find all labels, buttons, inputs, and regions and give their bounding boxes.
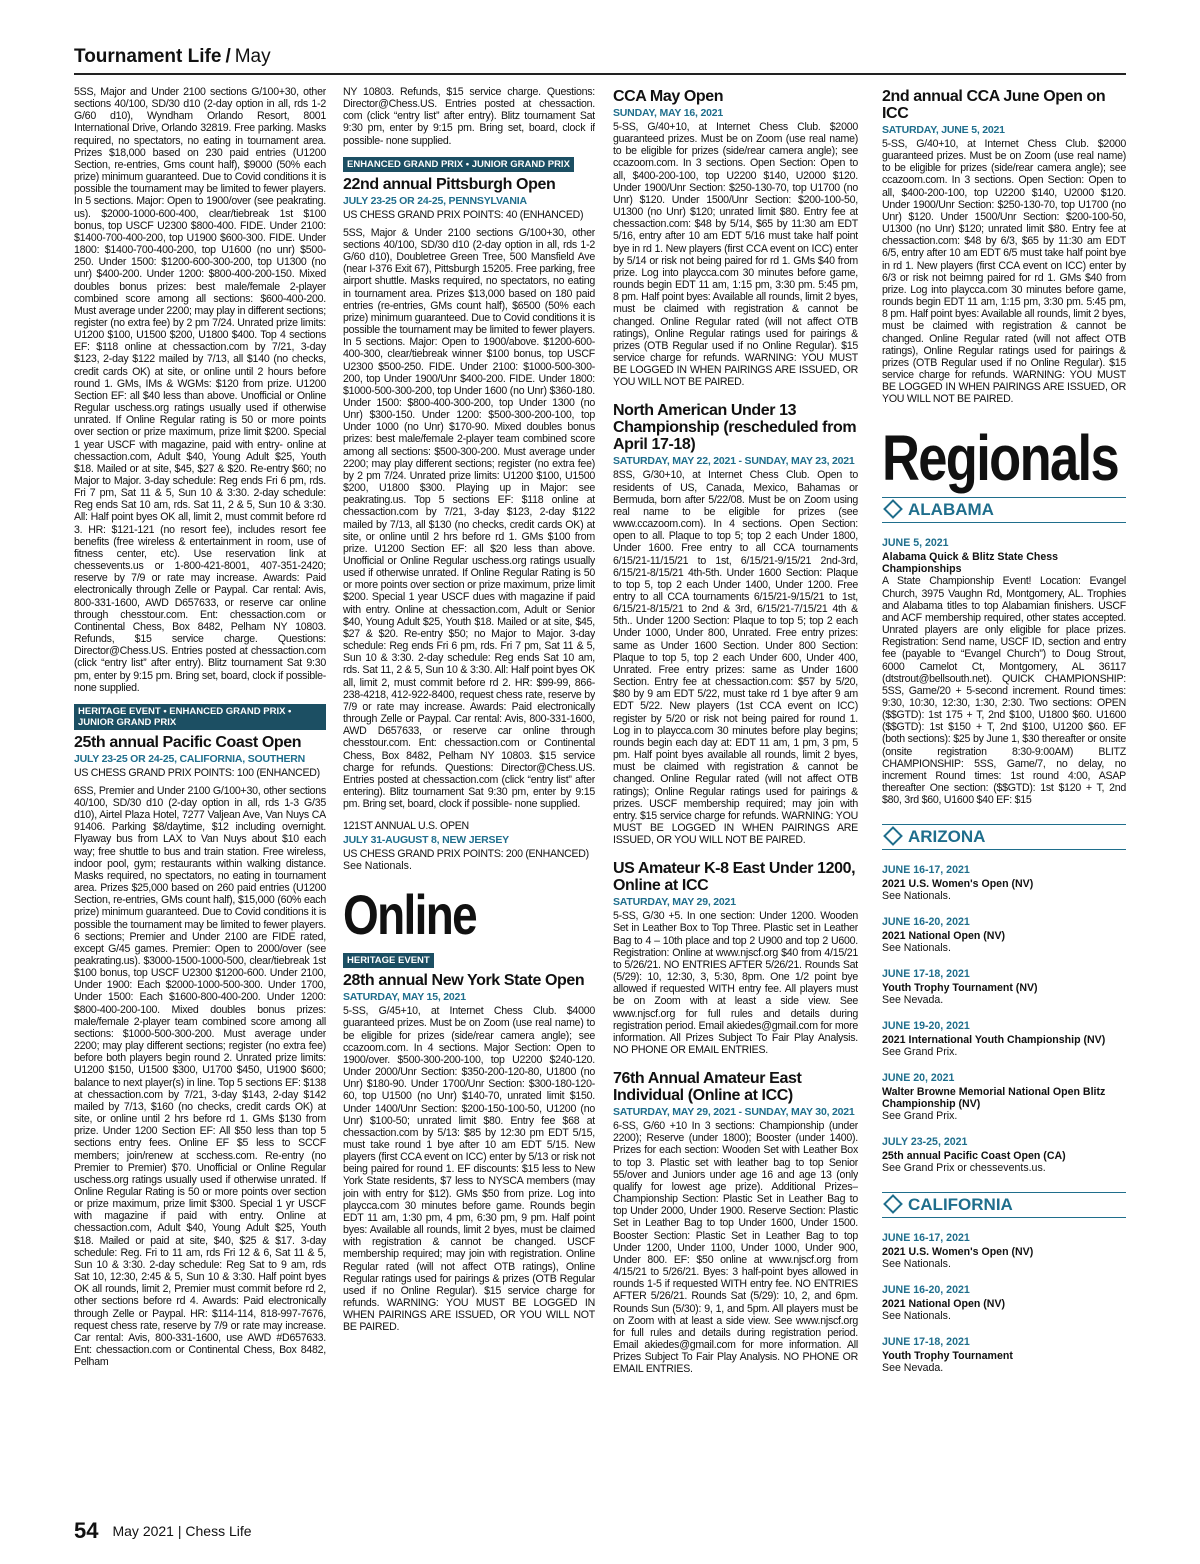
event-tag: HERITAGE EVENT • ENHANCED GRAND PRIX • JUNIOR GRAND PRIX [74, 704, 326, 730]
listing-date: JUNE 16-17, 2021 [882, 1232, 970, 1245]
state-name: ARIZONA [908, 827, 986, 847]
event-date: JUNE 5, 2021 [882, 537, 949, 550]
column-4 [882, 86, 1126, 1486]
listing-date: JUNE 16-17, 2021 [882, 864, 970, 877]
see-reference: See Grand Prix or chessevents.us. [882, 1162, 1046, 1175]
event-title: 2nd annual CCA June Open on ICC [882, 88, 1106, 122]
listing-date: JUNE 16-20, 2021 [882, 1284, 970, 1297]
event-body: 5SS, Major & Under 2100 sections G/100+30, other sections 40/100, SD/30 d10 (2-day option in all, rds 1-2 G/60 d10), Doubletree Green Tree, 500 Mansfield Ave (near I-376 Exit 67), Pittsburgh 15205. Free parking, free airport shuttle. Masks required, no spectators, no eating in tournament area. Prizes $13,000 based on 180 paid entries (re-entries, GMs count half), $6500 (50% each prize) minimum guaranteed. Due to Covid conditions it is possible the tournament may be limited to fewer players. In 5 sections. Major: Open to 1900/above. $1200-600-400-300, clear/tiebreak winner $100 bonus, top USCF U2300 $500-250. FIDE. Under 2100: $1000-500-300-200, top Under 1900/Unr $400-200. FIDE. Under 1800: $1000-500-300-200, top Under 1600 (no Unr) $360-180. Under 1500: $800-400-300-200, top Under 1300 (no Unr) $300-150. Under 1200: $500-300-200-100, top Under 1000 (no Unr) $170-90. Mixed doubles bonus prizes: best male/female 2-player team combined score among all sections: $500-300-200. Must average under 2200; may play different sections; register (no extra fee) by 2 pm 7/24. Unrated prize limits: U1200 $100, U1500 $200, U1800 $300. Playing up in Major: see peakrating.us. Top 5 sections EF: $118 online at chessaction.com by 7/21, 3-day $123, 2-day $122 mailed by 7/13, all $130 (no checks, credit cards OK) at site, or online until 2 hrs before rd 1. GMs $100 from prize. U1200 Section EF: all $20 less than above. Unofficial or Online Regular uschess.org ratings usually used if otherwise unrated. If Online Regular Rating is 50 or more points over section or prize maximum, prize limit $200. Special 1 year USCF dues with magazine if paid with entry. Online at chessaction.com, Adult or Senior $40, Young Adult $25, Youth $18. Mailed or at site, $45, $27 & $20. Re-entry $50; no Major to Major. 3-day schedule: Reg ends Fri 6 pm, rds. Fri 7 pm, Sat 11 & 5, Sun 10 & 3:30. 2-day schedule: Reg ends Sat 10 am, rds. Sat 11, 2 & 5, Sun 10 & 3:30. All: Half point byes OK all, limit 2, must commit before rd 2. HR: $99-99, 866-238-4218, 412-922-8400, request chess rate, reserve by 7/9 or rate may increase. Awards: Paid electronically through Zelle or Paypal. Car rental: Avis, 800-331-1600, AWD D657633, or reserve car online through chesstour.com. Ent: chessaction.com or Continental Chess, Box 8482, Pelham NY 10803. $15 service charge for refunds. Questions: Director@Chess.US. Entries posted at chessaction.com (click “entry list” after entering). Blitz tournament Sat 9:30 pm, enter by 9:15 pm. Bring set, board, clock if possible- none supplied. [343, 226, 595, 811]
event-title: 121ST ANNUAL U.S. OPEN [343, 820, 469, 833]
state-marker-icon [883, 1195, 903, 1215]
see-reference: See Nationals. [343, 860, 412, 873]
california-listings [882, 1232, 1126, 1374]
listing-name: Youth Trophy Tournament [882, 1350, 1013, 1363]
month-label: May [234, 46, 271, 67]
issue-date: May 2021 [112, 1523, 174, 1539]
page-footer [74, 1518, 252, 1544]
listing-date: JUNE 20, 2021 [882, 1072, 955, 1085]
event-title: North American Under 13 Championship (rescheduled from April 17-18) [613, 402, 857, 454]
see-reference: See Nationals. [882, 890, 951, 903]
event-body: 6SS, Premier and Under 2100 G/100+30, other sections 40/100, SD/30 d10 (2-day option in all, rds 1-3 G/35 d10), Airtel Plaza Hotel, 7277 Valjean Ave, Van Nuys CA 91406. Parking $8/daytime, $12 including overnight. Flyaway bus from LAX to Van Nuys about $10 each way; free shuttle to bus and train station. Free wireless, indoor pool, gym; restaurants within walking distance. Masks required, no spectators, no eating in tournament area. Prizes $25,000 based on 260 paid entries (U1200 Section, re-entries, GMs count half), $15,000 (60% each prize) minimum guaranteed. Due to Covid conditions it is possible the tournament may be limited to fewer players. 6 sections; Premier and Under 2100 are FIDE rated, except G/45 games. Premier: Open to 2000/over (see peakrating.us). $3000-1500-1000-500, clear/tiebreak 1st $100 bonus, top USCF U2300 $1200-600. Under 2100, Under 1900: Each $2000-1000-500-300. Under 1700, Under 1500: Each $1600-800-400-200. Under 1200: $800-400-200-100. Mixed doubles bonus prizes: male/female 2-player team combined score among all sections: $1000-500-300-200. Must average under 2200; may play different sections; register (no extra fee) before both players begin round 2. Unrated prize limits: U1200 $150, U1500 $300, U1700 $450, U1900 $600; balance to next player(s) in line. Top 5 sections EF: $138 at chessaction.com by 7/21, 3-day $143, 2-day $142 mailed by 7/13, $160 (no checks, credit cards OK) at site, or online until 2 hrs before rd 1. GMs $130 from prize. Under 1200 Section EF: All $50 less than top 5 sections entry fees. Online EF $5 less to SCCF members; join/renew at scchess.com. Re-entry (no Premier to Premier) $70. Unofficial or Online Regular uschess.org ratings usually used if otherwise unrated. If Online Regular Rating is 50 or more points over section or prize maximum, prize limit $300. Special 1 yr USCF with magazine if paid with entry. Online at chessaction.com, Adult $40, Young Adult $25, Youth $18. Mailed or paid at site, $40, $25 & $17. 3-day schedule: Reg. Fri to 11 am, rds Fri 12 & 6, Sat 11 & 5, Sun 10 & 3:30. 2-day schedule: Reg Sat to 9 am, rds Sat 10, 12:30, 2:45 & 5, Sun 10 & 3:30. Half point byes OK all rounds, limit 2, Premier must commit before rd 2, other sections before rd 4. Awards: Paid electronically through Zelle or Paypal. HR: $114-114, 818-997-7676, request chess rate, reserve by 7/9 or rate may increase. Car rental: Avis, 800-331-1600, use AWD #D657633. Ent: chessaction.com or Continental Chess, Box 8482, Pelham [74, 784, 326, 1369]
see-reference: See Nationals. [882, 942, 951, 955]
arizona-listings [882, 864, 1126, 1174]
listing-name: 2021 National Open (NV) [882, 930, 1006, 943]
section-title: Tournament Life [74, 46, 222, 67]
see-reference: See Grand Prix. [882, 1110, 958, 1123]
event-date: SATURDAY, MAY 22, 2021 - SUNDAY, MAY 23, 2021 [613, 455, 855, 468]
continued-text: NY 10803. Refunds, $15 service charge. Questions: Director@Chess.US. Entries posted at chessaction. com (click “entry list” after entry). Blitz tournament Sat 9:30 pm, enter by 9:15 pm. Bring set, board, clock if possible- none supplied. [343, 86, 595, 147]
event-date: SATURDAY, MAY 15, 2021 [343, 991, 466, 1004]
state-heading-arizona [882, 824, 1126, 850]
event-date: SUNDAY, MAY 16, 2021 [613, 107, 724, 119]
listing-date: JUNE 17-18, 2021 [882, 1336, 970, 1349]
state-heading-california [882, 1192, 1126, 1218]
event-date: SATURDAY, JUNE 5, 2021 [882, 124, 1005, 136]
event-date: SATURDAY, MAY 29, 2021 [613, 896, 736, 909]
event-body: 5-SS, G/45+10, at Internet Chess Club. $4000 guaranteed prizes. Must be on Zoom (use real name) to be eligible for prizes (side/rear camera angle); see ccazoom.com. In 4 sections. Major Section: Open to 1900/over. $500-300-200-100, top U2200 $240-120. Under 2000/Unr Section: $350-200-120-80, U1800 (no Unr) $180-90. Under 1700/Unr Section: $300-180-120-60, top U1500 (no Unr) $140-70, unrated limit $150. Under 1400/Unr Section: $200-150-100-50, U1200 (no Unr) $100-50; unrated limit $80. Entry fee $68 at chessaction.com by 5/13: $85 by 12:30 pm EDT 5/15, must take round 1 bye after 10 am EDT 5/15. New players (first CCA event on ICC) enter by 5/13 or risk not being paired for round 1. EF discounts: $15 less to New York State residents, $7 less to NYSCA members (may join with entry for $12). GMs $50 from prize. Log into playcca.com 30 minutes before game. Rounds begin EDT 11 am, 1:30 pm, 4 pm, 6:30 pm, 9 pm. Half point byes: Available all rounds, limit 2 byes, must be claimed with registration & cannot be changed. USCF membership required; may join with registration. Online Regular rated (will not affect OTB ratings), Online Regular ratings used for pairings & prizes (OTB Regular used if no Online Regular). $15 service charge for refunds. WARNING: YOU MUST BE LOGGED IN WHEN PAIRINGS ARE ISSUED, OR YOU WILL NOT BE PAIRED. [343, 1005, 595, 1334]
grand-prix-points: US CHESS GRAND PRIX POINTS: 100 (ENHANCED) [74, 766, 320, 779]
footer-separator: | [177, 1523, 182, 1539]
grand-prix-points: US CHESS GRAND PRIX POINTS: 40 (ENHANCED) [343, 208, 584, 221]
event-date: JULY 23-25 OR 24-25, CALIFORNIA, SOUTHERN [74, 752, 306, 765]
event-tag: HERITAGE EVENT [343, 953, 434, 968]
event-tag: ENHANCED GRAND PRIX • JUNIOR GRAND PRIX [343, 157, 574, 172]
header-rule [74, 73, 1126, 75]
state-marker-icon [883, 500, 903, 520]
continued-text: 5SS, Major and Under 2100 sections G/100+30, other sections 40/100, SD/30 d10 (2-day option in all, rds 1-2 G/60 d10), Wyndham Orlando Resort, 8001 International Drive, Orlando 32819. Free parking. Masks required, no spectators, no eating in tournament area. Prizes $18,000 based on 230 paid entries (U1200 Section, re-entries, Gms count half), $9000 (50% each prize) minimum guaranteed. Due to Covid conditions it is possible the tournament may be limited to fewer players. In 5 sections. Major: Open to 1900/over (see peakrating. us). $2000-1000-600-400, clear/tiebreak 1st $100 bonus, top USCF U2300 $800-400. FIDE. Under 2100: $1400-700-400-200, top U1900 $600-300. FIDE. Under 1800: $1400-700-400-200, top U1600 (no unr) $500-250. Under 1500: $1200-600-300-200, top U1300 (no unr) $400-200. Under 1200: $800-400-200-150. Mixed doubles bonus prizes: best male/female 2-player combined score among all sections: $600-400-200. Must average under 2200; may play in different sections; register (no extra fee) by 2 pm 7/24. Unrated prize limits: U1200 $100, U1500 $200, U1800 $400. Top 4 sections EF: $118 online at chessaction.com by 7/21, 3-day $123, 2-day $122 mailed by 7/13, all $140 (no checks, credit cards OK) at site, or online until 2 hours before round 1. GMs, IMs & WGMs: $120 from prize. U1200 Section EF: all $40 less than above. Unofficial or Online Regular uschess.org ratings usually used if otherwise unrated. If Online Regular rating is 50 or more points over section or prize maximum, prize limit $200. Special 1 year USCF with magazine, paid with entry- online at chessaction.com, Adult $40, Young Adult $25, Youth $18. Mailed or at site, $45, $27 & $20. Re-entry $60; no Major to Major. 3-day schedule: Reg ends Fri 6 pm, rds. Fri 7 pm, Sat 11 & 5, Sun 10 & 3:30. 2-day schedule: Reg ends Sat 10 am, rds. Sat 11, 2 & 5, Sun 10 & 3:30. All: Half point byes OK all, limit 2, must commit before rd 3. HR: $121-121 (no resort fee), includes resort fee benefits (free wireless & entertainment in room, use of fitness center, etc). Use reservation link at chessevents.us or 1-800-421-8001, 407-351-2420; reserve by 7/9 or rate may increase. Awards: Paid electronically through Zelle or Paypal. Car rental: Avis, 800-331-1600, AWD D657633, or reserve car online through chesstour.com. Ent: chessaction.com or Continental Chess, Box 8482, Pelham NY 10803. Refunds, $15 service charge. Questions: Director@Chess.US. Entries posted at chessaction.com (click “entry list” after entry). Blitz tournament Sat 9:30 pm, enter by 9:15 pm. Bring set, board, clock if possible-none supplied. [74, 86, 326, 694]
section-heading-regionals: Regionals [882, 422, 1119, 495]
state-name: CALIFORNIA [908, 1195, 1013, 1215]
event-title: CCA May Open [613, 88, 724, 105]
state-name: ALABAMA [908, 500, 994, 520]
listing-name: 2021 International Youth Championship (NV) [882, 1034, 1106, 1047]
state-marker-icon [883, 827, 903, 847]
event-date: JULY 23-25 OR 24-25, PENNSYLVANIA [343, 194, 527, 207]
event-title: 76th Annual Amateur East Individual (Online at ICC) [613, 1070, 802, 1105]
separator: / [225, 46, 231, 67]
listing-date: JUNE 19-20, 2021 [882, 1020, 970, 1033]
grand-prix-points: US CHESS GRAND PRIX POINTS: 200 (ENHANCED) [343, 848, 589, 861]
event-date: JULY 31-AUGUST 8, NEW JERSEY [343, 834, 509, 847]
listing-name: 2021 U.S. Women's Open (NV) [882, 1246, 1034, 1259]
section-heading-online: Online [343, 883, 477, 947]
see-reference: See Grand Prix. [882, 1046, 958, 1059]
see-reference: See Nevada. [882, 994, 944, 1007]
column-2 [343, 86, 595, 1486]
column-3 [613, 86, 858, 1486]
event-body: 5-SS, G/40+10, at Internet Chess Club. $2000 guaranteed prizes. Must be on Zoom (use real name) to be eligible for prizes (side/rear camera angle); see ccazoom.com. In 3 sections. Open Section: Open to all, $400-200-100, top U2200 $140, U2000 $120. Under 1900/Unr Section: $250-130-70, top U1700 (no Unr) $120. Under 1500/Unr Section: $200-100-50, U1300 (no Unr) $120; unrated limit $80. Entry fee at chessaction.com: $48 by 5/14, $65 by 11:30 am EDT 5/16, entry after 10 am EDT 5/16 must take half point bye in rd 1. New players (first CCA event on ICC) enter by 5/14 or risk not being paired for rd 1. GMs $40 from prize. Log into playcca.com 30 minutes before game, rounds begin EDT 11 am, 1:15 pm, 3:30 pm. 5:45 pm, 8 pm. Half point byes: Available all rounds, limit 2 byes, must be claimed with registration & cannot be changed. Online Regular rated (will not affect OTB ratings), Online Regular ratings used for pairings & prizes (OTB Regular used if no Online Regular). $15 service charge for refunds. WARNING: YOU MUST BE LOGGED IN WHEN PAIRINGS ARE ISSUED, OR YOU WILL NOT BE PAIRED. [613, 121, 858, 389]
listing-date: JUNE 17-18, 2021 [882, 968, 970, 981]
event-title: 28th annual New York State Open [343, 972, 585, 990]
event-body: 5-SS, G/40+10, at Internet Chess Club. $2000 guaranteed prizes. Must be on Zoom (use real name) to be eligible for prizes (side/rear camera angle); see ccazoom.com. In 3 sections. Open Section: Open to all, $400-200-100, top U2200 $140, U2000 $120. Under 1900/Unr Section: $250-130-70, top U1700 (no Unr) $120. Under 1500/Unr Section: $200-100-50, U1300 (no Unr) $120; unrated limit $80. Entry fee at chessaction.com: $48 by 6/3, $65 by 11:30 am EDT 6/5, entry after 10 am EDT 6/5 must take half point bye in rd 1. New players (first CCA event on ICC) enter by 6/3 or risk not beimng paired for rd 1. GMs $40 from prize. Log into playcca.com 30 minutes before game, rounds begin EDT 11 am, 1:15 pm, 3:30 pm. 5:45 pm, 8 pm. Half point byes: Available all rounds, limit 2 byes, must be claimed with registration & cannot be changed. Online Regular rated (will not affect OTB ratings), Online Regular ratings used for pairings & prizes (OTB Regular used if no Online Regular). $15 service charge for refunds. WARNING: YOU MUST BE LOGGED IN WHEN PAIRINGS ARE ISSUED, OR YOU WILL NOT BE PAIRED. [882, 138, 1126, 406]
listing-name: Youth Trophy Tournament (NV) [882, 982, 1038, 995]
listing-name: Walter Browne Memorial National Open Blitz Championship (NV) [882, 1086, 1106, 1111]
event-body: 5-SS, G/30 +5. In one section: Under 1200. Wooden Set in Leather Box to Top Three. Plastic set in Leather Bag to 4 – 10th place and top 2 U900 and top 2 U600. Registration: Online at www.njscf.org $40 from 4/15/21 to 5/26/21. NO ENTRIES AFTER 5/26/21. Rounds Sat (5/29): 10, 12:30, 3, 5:30, 8pm. One 1/2 point bye allowed if requested WITH entry fee. All players must be on Zoom with at least a side view. See www.njscf.org for full rules and details during registration period. Email akiedes@gmail.com for more information. All Prizes Subject To Fair Play Analysis. NO PHONE OR EMAIL ENTRIES. [613, 910, 858, 1056]
running-head [74, 46, 271, 68]
listing-name: 2021 U.S. Women's Open (NV) [882, 878, 1034, 891]
listing-date: JUNE 16-20, 2021 [882, 916, 970, 929]
see-reference: See Nationals. [882, 1310, 951, 1323]
event-date: SATURDAY, MAY 29, 2021 - SUNDAY, MAY 30, 2021 [613, 1106, 855, 1119]
event-title: US Amateur K-8 East Under 1200, Online at ICC [613, 860, 856, 895]
event-title: 25th annual Pacific Coast Open [74, 733, 302, 751]
see-reference: See Nationals. [882, 1258, 951, 1271]
listing-date: JULY 23-25, 2021 [882, 1136, 968, 1149]
listing-name: 2021 National Open (NV) [882, 1298, 1006, 1311]
event-body: 8SS, G/30+10, at Internet Chess Club. Open to residents of US, Canada, Mexico, Bahamas or Bermuda, born after 5/22/08. Must be on Zoom using real name to be eligible for prizes (see www.ccazoom.com). In 4 sections. Open Section: open to all. Plaque to top 5; top 2 each Under 1800, Under 1600. Free entry to all CCA tournaments 6/15/21-11/15/21 to 1st, 6/15/21-9/15/21 2nd-3rd, 6/15/21-8/15/21 4th-5th. Under 1600 Section: Plaque to top 5, top 2 each Under 1400, Under 1200. Free entry to all CCA tournaments 6/15/21-9/15/21 to 1st, 6/15/21-8/15/21 to 2nd & 3rd, 6/15/21-7/15/21 4th & 5th.. Under 1200 Section: Plaque to top 5; top 2 each Under 1000, Under 800, Unrated. Free entry prizes: same as Under 1600 Section. Under 800 Section: Plaque to top 5, top 2 each Under 600, Under 400, Unrated. Free entry prizes: same as Under 1600 Section. Entry fee at chessaction.com: $57 by 5/20, $80 by 9 am EDT 5/22, must take rd 1 bye after 9 am EDT 5/22. New players (1st CCA event on ICC) register by 5/20 or risk not being paired for round 1. Log in to playcca.com 30 minutes before play begins; rounds begin each day at: EDT 11 am, 1 pm, 3 pm, 5 pm. Half point byes available all rounds, limit 2 byes, must be claimed with registration & cannot be changed. Online Regular rated (will not affect OTB ratings); Online Regular ratings used for pairings & prizes. USCF membership required; may join with entry. $15 service charge for refunds. WARNING: YOU MUST BE LOGGED IN WHEN PAIRINGS ARE ISSUED, OR YOU WILL NOT BE PAIRED. [613, 469, 858, 847]
event-body: A State Championship Event! Location: Evangel Church, 3975 Vaughn Rd, Montgomery, AL. Trophies and Alabama titles to top Alabamian finishers. USCF and ACF membership required, other states accepted. Unrated players are only eligible for place prizes. Registration: Send name, USCF ID, section and entry fee (payable to “Evangel Church”) to Doug Strout, 6000 Camelot Ct, Montgomery, AL 36117 (dtstrout@bellsouth.net). QUICK CHAMPIONSHIP: 5SS, Game/20 + 5-second increment. Round times: 9:30, 10:30, 12:30, 1:30, 2:30. Two sections: OPEN ($$GTD): 1st 175 + T, 2nd $100, U1800 $60. U1600 ($$GTD): 1st $150 + T, 2nd $100, U1200 $60. EF (both sections): $25 by June 1, $30 thereafter or onsite (onsite registration 8:30-9:00AM) BLITZ CHAMPIONSHIP: 5SS, Game/7, no delay, no increment Round times: 1st round 4:00, ASAP thereafter One section: ($$GTD): 1st $120 + T, 2nd $80, 3rd $60, U1600 $40 EF: $15 [882, 575, 1126, 807]
page-number: 54 [74, 1518, 99, 1543]
event-title: 22nd annual Pittsburgh Open [343, 175, 556, 193]
see-reference: See Nevada. [882, 1362, 944, 1375]
listing-name: 25th annual Pacific Coast Open (CA) [882, 1150, 1066, 1163]
event-body: 6-SS, G/60 +10 In 3 sections: Championship (under 2200); Reserve (under 1800); Booster (under 1400). Prizes for each section: Wooden Set with Leather Box to top 3. Plastic set with leather bag to top Senior 55/over and Juniors under age 16 and age 13 (only qualify for lowest age prize). Additional Prizes–Championship Section: Plastic Set in Leather Bag to top Under 2000, Under 1900. Reserve Section: Plastic Set in Leather Bag to top Under 1600, Under 1500. Booster Section: Plastic Set in Leather Bag to top Under 1200, Under 1100, Under 1000, Under 900, Under 800. EF: $50 online at www.njscf.org from 4/15/21 to 5/26/21. Byes: 3 half-point byes allowed in rounds 1-5 if requested WITH entry fee. NO ENTRIES AFTER 5/26/21. Rounds Sat (5/29): 10, 2, and 6pm. Rounds Sun (5/30): 9, 1, and 5pm. All players must be on Zoom with at least a side view. See www.njscf.org for full rules and details during registration period. Email akiedes@gmail.com for more information. All Prizes Subject To Fair Play Analysis. NO PHONE OR EMAIL ENTRIES. [613, 1120, 858, 1376]
column-1 [74, 86, 326, 1486]
state-heading-alabama [882, 497, 1126, 523]
magazine-name: Chess Life [185, 1523, 252, 1539]
event-title: Alabama Quick & Blitz State Chess Championships [882, 551, 1059, 576]
